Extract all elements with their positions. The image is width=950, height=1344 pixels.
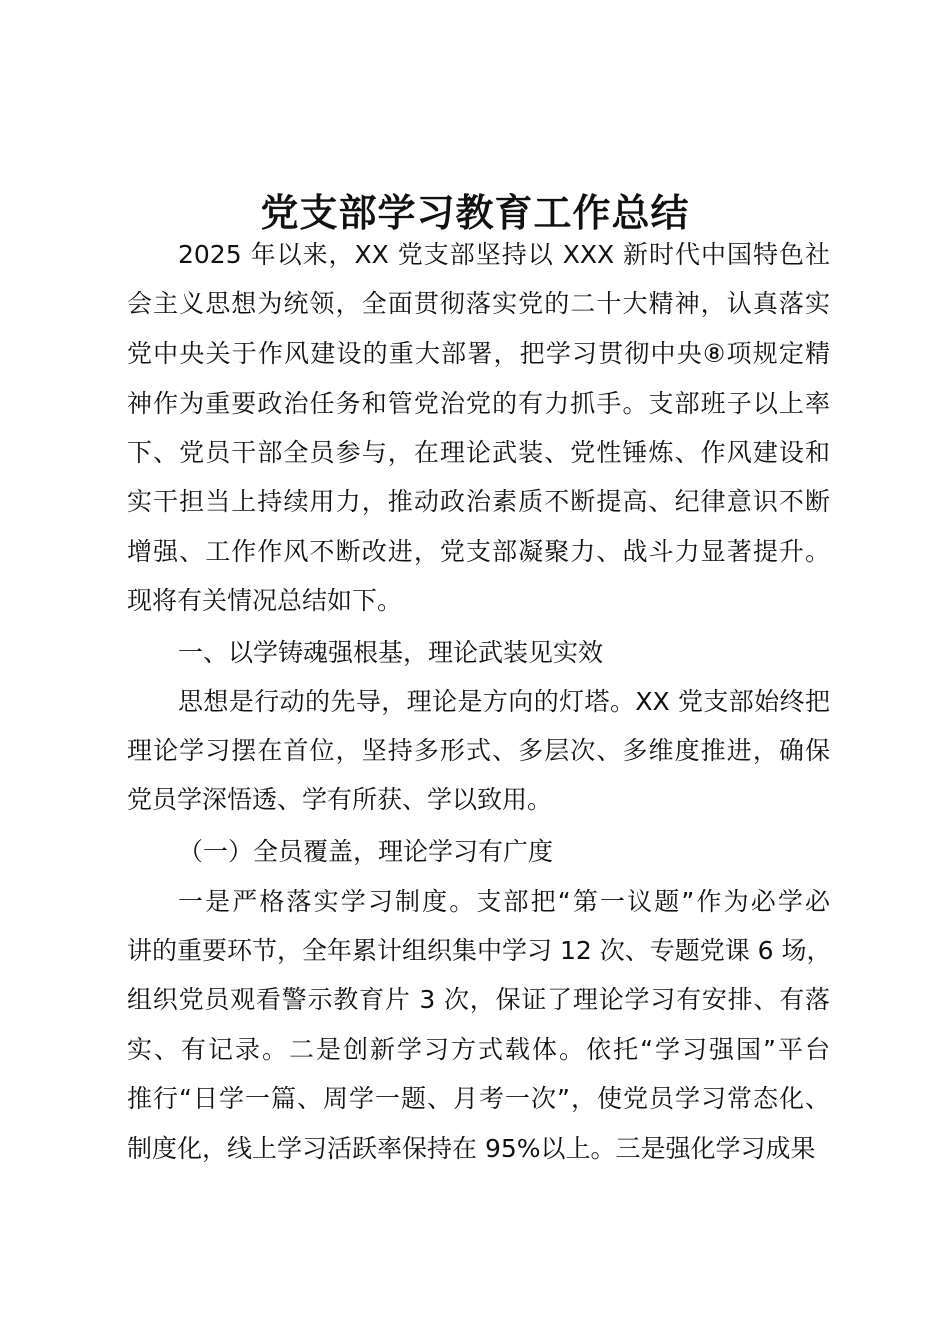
section-intro-paragraph-line: 思想是行动的先导，理论是方向的灯塔。XX 党支部始终把 bbox=[178, 687, 830, 716]
intro-paragraph-line: 现将有关情况总结如下。 bbox=[127, 586, 403, 615]
body-paragraph-line: 推行“日学一篇、周学一题、月考一次”，使党员学习常态化、 bbox=[127, 1084, 830, 1113]
intro-paragraph-line: 2025 年以来，XX 党支部坚持以 XXX 新时代中国特色社 bbox=[178, 240, 830, 269]
section-intro-paragraph-line: 理论学习摆在首位，坚持多形式、多层次、多维度推进，确保 bbox=[127, 736, 830, 765]
intro-paragraph-line: 会主义思想为统领，全面贯彻落实党的二十大精神，认真落实 bbox=[127, 289, 830, 318]
body-paragraph-line: 讲的重要环节，全年累计组织集中学习 12 次、专题党课 6 场， bbox=[127, 936, 832, 965]
document-title: 党支部学习教育工作总结 bbox=[260, 191, 690, 235]
intro-paragraph-line: 下、党员干部全员参与，在理论武装、党性锤炼、作风建设和 bbox=[127, 438, 830, 467]
intro-paragraph-line: 实干担当上持续用力，推动政治素质不断提高、纪律意识不断 bbox=[127, 487, 830, 516]
section-intro-paragraph-line: 党员学深悟透、学有所获、学以致用。 bbox=[127, 785, 553, 814]
subsection-heading-line: （一）全员覆盖，理论学习有广度 bbox=[178, 837, 554, 866]
intro-paragraph-line: 神作为重要政治任务和管党治党的有力抓手。支部班子以上率 bbox=[127, 389, 830, 418]
body-paragraph-line: 制度化，线上学习活跃率保持在 95%以上。三是强化学习成果 bbox=[127, 1134, 816, 1163]
body-paragraph-line: 组织党员观看警示教育片 3 次，保证了理论学习有安排、有落 bbox=[127, 985, 830, 1014]
body-paragraph-line: 实、有记录。二是创新学习方式载体。依托“学习强国”平台 bbox=[127, 1035, 830, 1064]
intro-paragraph-line: 增强、工作作风不断改进，党支部凝聚力、战斗力显著提升。 bbox=[127, 537, 830, 566]
intro-paragraph-line: 党中央关于作风建设的重大部署，把学习贯彻中央⑧项规定精 bbox=[127, 339, 830, 368]
section-heading-line: 一、以学铸魂强根基，理论武装见实效 bbox=[178, 638, 604, 667]
body-paragraph-line: 一是严格落实学习制度。支部把“第一议题”作为必学必 bbox=[178, 887, 830, 916]
